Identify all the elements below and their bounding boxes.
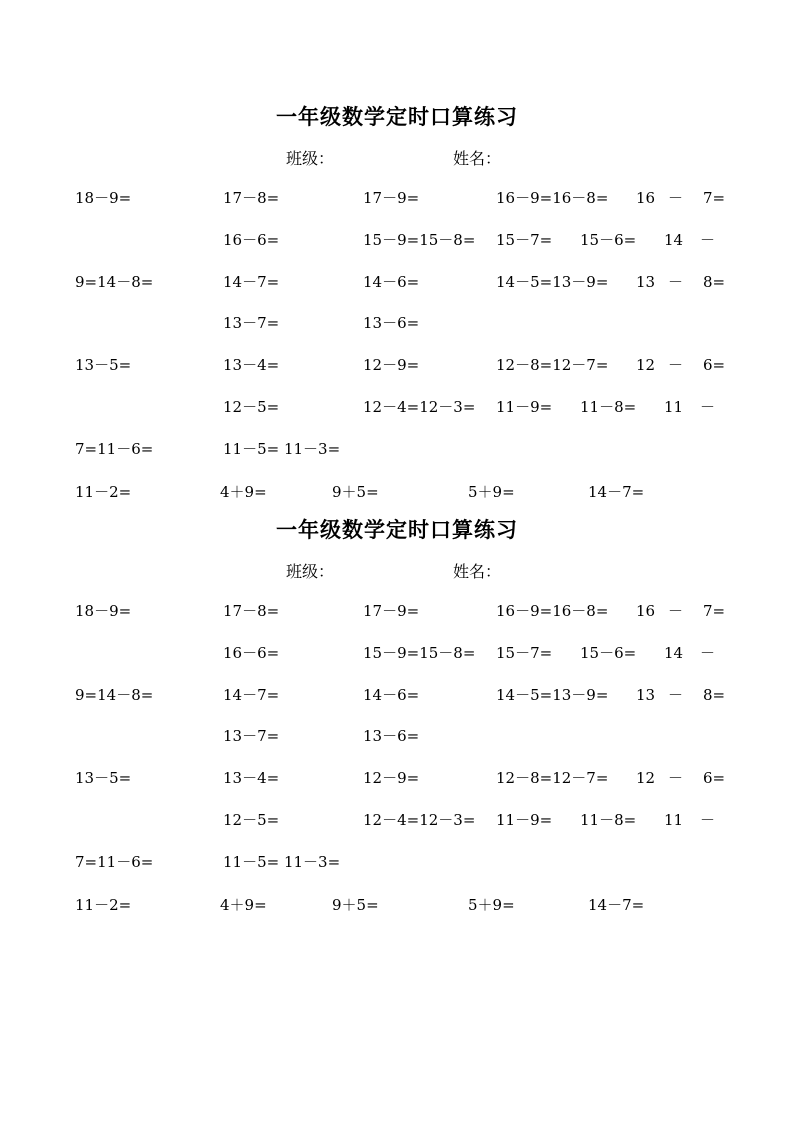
problem: 13－5=: [75, 356, 132, 374]
problem-fragment: －: [668, 602, 684, 620]
problem: 13－7=: [223, 727, 280, 745]
worksheet-title: 一年级数学定时口算练习: [276, 517, 518, 542]
problem-fragment: 7=: [703, 602, 726, 620]
problem-fragment: －: [668, 356, 684, 374]
problem: 4＋9=: [220, 483, 267, 501]
problem: 12－4=12－3=: [363, 811, 476, 829]
problem: 11－5= 11－3=: [223, 440, 341, 458]
problem: 12－5=: [223, 811, 280, 829]
problem: 13－7=: [223, 314, 280, 332]
problem-fragment: 11: [664, 398, 684, 416]
problem: 14－7=: [223, 273, 280, 291]
problem: 11－5= 11－3=: [223, 853, 341, 871]
problem: 16－9=16－8=: [496, 602, 609, 620]
problem-fragment: 7=: [703, 189, 726, 207]
problem: 16－9=16－8=: [496, 189, 609, 207]
problem: 15－6=: [580, 231, 637, 249]
problem: 14－6=: [363, 273, 420, 291]
problem: 9=14－8=: [75, 273, 154, 291]
problem-fragment: －: [700, 644, 716, 662]
problem: 11－2=: [75, 483, 132, 501]
problem: 12－9=: [363, 769, 420, 787]
problem-fragment: 13: [636, 686, 656, 704]
problem: 12－9=: [363, 356, 420, 374]
problem-fragment: 6=: [703, 769, 726, 787]
problem: 15－7=: [496, 644, 553, 662]
problem: 12－5=: [223, 398, 280, 416]
problem: 12－8=12－7=: [496, 769, 609, 787]
problem: 16－6=: [223, 231, 280, 249]
problem: 11－8=: [580, 398, 637, 416]
worksheet-title: 一年级数学定时口算练习: [276, 104, 518, 129]
problem-fragment: 16: [636, 189, 656, 207]
problem: 15－9=15－8=: [363, 231, 476, 249]
class-label: 班级：: [286, 562, 335, 581]
problem-fragment: 12: [636, 769, 656, 787]
name-label: 姓名：: [453, 562, 502, 581]
class-label: 班级：: [286, 149, 335, 168]
problem: 17－9=: [363, 189, 420, 207]
problem: 9＋5=: [332, 483, 379, 501]
problem: 17－8=: [223, 602, 280, 620]
problem-fragment: 8=: [703, 686, 726, 704]
problem: 11－2=: [75, 896, 132, 914]
problem: 7=11－6=: [75, 853, 154, 871]
problem-fragment: 14: [664, 644, 684, 662]
problem: 14－7=: [223, 686, 280, 704]
problem: 13－6=: [363, 314, 420, 332]
problem: 15－7=: [496, 231, 553, 249]
problem-fragment: －: [700, 398, 716, 416]
problem: 14－7=: [588, 896, 645, 914]
problem-fragment: 16: [636, 602, 656, 620]
problem: 9=14－8=: [75, 686, 154, 704]
problem: 15－6=: [580, 644, 637, 662]
problem-fragment: 8=: [703, 273, 726, 291]
problem-fragment: 11: [664, 811, 684, 829]
problem: 13－6=: [363, 727, 420, 745]
problem: 9＋5=: [332, 896, 379, 914]
problem: 14－6=: [363, 686, 420, 704]
problem-fragment: －: [668, 769, 684, 787]
problem-fragment: 13: [636, 273, 656, 291]
worksheet-bottom: [0, 413, 794, 914]
worksheet-top: [0, 0, 794, 501]
problem-fragment: －: [668, 273, 684, 291]
problem: 14－5=13－9=: [496, 273, 609, 291]
problem: 11－9=: [496, 398, 553, 416]
problem: 13－4=: [223, 769, 280, 787]
problem-fragment: 12: [636, 356, 656, 374]
problem: 5＋9=: [468, 483, 515, 501]
problem: 14－7=: [588, 483, 645, 501]
problem: 16－6=: [223, 644, 280, 662]
problem: 17－9=: [363, 602, 420, 620]
problem: 17－8=: [223, 189, 280, 207]
problem: 4＋9=: [220, 896, 267, 914]
problem: 12－8=12－7=: [496, 356, 609, 374]
problem-fragment: －: [668, 686, 684, 704]
problem: 15－9=15－8=: [363, 644, 476, 662]
problem-fragment: 6=: [703, 356, 726, 374]
problem: 12－4=12－3=: [363, 398, 476, 416]
problem-fragment: －: [668, 189, 684, 207]
problem: 18－9=: [75, 189, 132, 207]
problem: 11－8=: [580, 811, 637, 829]
problem-fragment: －: [700, 811, 716, 829]
problem: 18－9=: [75, 602, 132, 620]
problem-fragment: －: [700, 231, 716, 249]
problem: 13－4=: [223, 356, 280, 374]
name-label: 姓名：: [453, 149, 502, 168]
problem: 13－5=: [75, 769, 132, 787]
problem-fragment: 14: [664, 231, 684, 249]
problem: 14－5=13－9=: [496, 686, 609, 704]
problem: 5＋9=: [468, 896, 515, 914]
problem: 11－9=: [496, 811, 553, 829]
problem: 7=11－6=: [75, 440, 154, 458]
